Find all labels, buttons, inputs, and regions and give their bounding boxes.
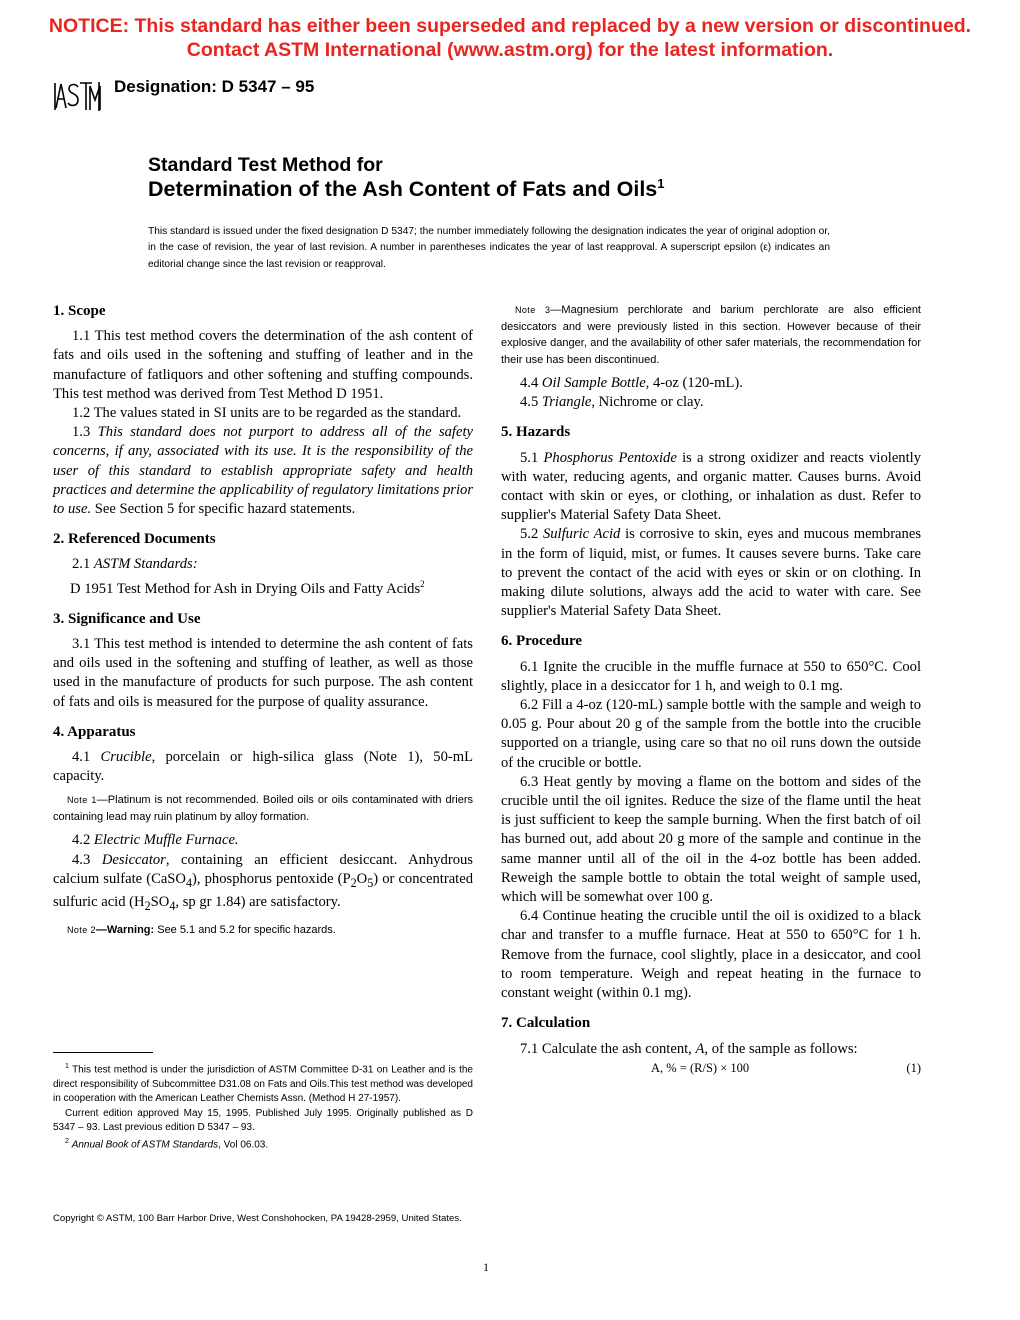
- sub-2: 2: [350, 875, 357, 890]
- para-7-1-var: A: [695, 1040, 705, 1057]
- astm-logo-icon: [52, 78, 102, 114]
- page-number: 1: [483, 1260, 489, 1274]
- para-4-3-b: ), phosphorus pentoxide (P: [192, 870, 351, 887]
- note-1: [53, 792, 473, 825]
- para-1-3-num: 1.3: [72, 424, 91, 441]
- para-1-1: 1.1 This test method covers the determination of the ash content of fats and oils used in the softening and stuffing of leather and in the manufacture of fatliquors and other softening and stuffing compounds. This test method was derived from Test Method D 1951.: [53, 328, 473, 402]
- equation-formula: A, % = (R/S) × 100: [651, 1060, 750, 1075]
- footnotes: [53, 1060, 473, 1153]
- para-4-3-italic: Desiccator: [101, 851, 166, 868]
- para-7-1: [501, 1040, 921, 1059]
- footnote-2-italic: Annual Book of ASTM Standards: [71, 1139, 219, 1151]
- para-2-1-num: 2.1: [72, 556, 91, 573]
- para-4-4-italic: Oil Sample Bottle: [541, 375, 646, 391]
- para-4-3-f: , sp gr 1.84) are satisfactory.: [175, 893, 341, 910]
- para-4-1: [53, 748, 473, 786]
- note-2-text: See 5.1 and 5.2 for specific hazards.: [154, 923, 336, 936]
- para-4-3-e: SO: [150, 893, 170, 910]
- para-4-3-num: 4.3: [72, 851, 91, 868]
- para-4-1-num: 4.1: [72, 748, 91, 765]
- para-5-1: [501, 449, 921, 526]
- footnote-2-rest: , Vol 06.03.: [218, 1139, 269, 1151]
- title-line-1: Standard Test Method for: [148, 154, 383, 176]
- notice-line-1: NOTICE: This standard has either been superseded and replaced by a new version or discontinued.: [48, 15, 972, 37]
- para-3-1: 3.1 This test method is intended to determine the ash content of fats and oils used in the softening and stuffing of leather, as well as those used in the manufacture of products for such purpose. The ash content of fats and oils is measured for the purpose of quality assurance.: [53, 635, 473, 710]
- footnote-2: [53, 1135, 473, 1153]
- para-5-1-num: 5.1: [520, 449, 539, 466]
- para-4-2-italic: Electric Muffle Furnace.: [93, 832, 239, 849]
- para-4-2: [53, 831, 473, 850]
- para-1-2: 1.2 The values stated in SI units are to be regarded as the standard.: [72, 405, 462, 422]
- para-4-1-rest: , porcelain or high-silica glass (Note 1), 50-mL capacity.: [53, 748, 473, 785]
- para-5-2-num: 5.2: [520, 526, 539, 543]
- para-4-5-rest: , Nichrome or clay.: [591, 394, 704, 411]
- para-6-2: 6.2 Fill a 4-oz (120-mL) sample bottle with the sample and weigh to 0.05 g. Pour about 20 g of the sample from the bottle into the crucible supported on a triangle, using care so that no oil runs down the outside of the crucible or bottle.: [501, 697, 921, 771]
- referenced-doc-text: D 1951 Test Method for Ash in Drying Oils and Fatty Acids: [70, 580, 421, 597]
- para-6-3: 6.3 Heat gently by moving a flame on the bottom and sides of the crucible until the oil ignites. Reduce the size of the flame until the heat is just sufficient to keep the sample burning. When the first batch of oil has burned out, add about 20 g more of the sample and continue in the same manner until all of the oil in the 4-oz bottle has been added. Reweigh the sample bottle to obtain the total weight of sample used, which will be somewhat over 100 g.: [501, 773, 921, 906]
- notice-line-2: Contact ASTM International (www.astm.org) for the latest information.: [186, 39, 834, 61]
- para-5-1-rest: is a strong oxidizer and reacts violently with water, reducing agents, and organic matter. Causes burns. Avoid contact with skin or eyes, or clothing, or inhalation as dust. Refer to supplier's Material Safety Data Sheet.: [501, 449, 922, 524]
- sub-3: 5: [367, 875, 374, 890]
- section-3-heading: 3. Significance and Use: [53, 610, 201, 627]
- designation: Designation: D 5347 – 95: [114, 77, 315, 96]
- sub-1: 4: [185, 875, 193, 890]
- para-4-4-rest: , 4-oz (120-mL).: [645, 375, 743, 391]
- footnote-1-mark: 1: [65, 1063, 69, 1070]
- footnote-1b: Current edition approved May 15, 1995. Published July 1995. Originally published as D 5347 – 93. Last previous edition D 5347 – 93.: [53, 1107, 473, 1133]
- sub-4: 2: [144, 898, 151, 913]
- section-5-heading: 5. Hazards: [501, 424, 571, 441]
- para-6-1: 6.1 Ignite the crucible in the muffle furnace at 550 to 650°C. Cool slightly, place in a desiccator for 1 h, and weigh to 0.1 mg.: [501, 658, 921, 694]
- logo-text: ASTM: [52, 78, 55, 79]
- para-5-2: [501, 525, 921, 621]
- note-2-warning: —Warning:: [95, 923, 155, 936]
- para-7-1-a: 7.1 Calculate the ash content,: [520, 1040, 696, 1057]
- title-line-2: [148, 176, 664, 202]
- copyright: Copyright © ASTM, 100 Barr Harbor Drive, West Conshohocken, PA 19428-2959, United States.: [53, 1213, 462, 1224]
- section-4-heading: 4. Apparatus: [53, 723, 136, 740]
- para-4-5-italic: Triangle: [541, 394, 592, 411]
- footnote-1-text: This test method is under the jurisdiction of ASTM Committee D-31 on Leather and is the direct responsibility of Subcommittee D31.08 on Fats and Oils.This test method was developed in cooperation with the American Leather Chemists Assn. (Method H 27-1957).: [53, 1064, 473, 1105]
- note-3-text: —Magnesium perchlorate and barium perchlorate are also efficient desiccators and were previously listed in this section. However because of their explosive danger, and the availability of other safer materials, the recommendation for their use has been discontinued.: [501, 304, 921, 366]
- referenced-doc: [53, 575, 473, 599]
- para-4-4: [501, 374, 921, 393]
- note-2: [53, 922, 473, 939]
- referenced-doc-mark: 2: [420, 578, 425, 589]
- para-4-5: [501, 393, 921, 412]
- section-7-heading: 7. Calculation: [501, 1015, 591, 1032]
- footnote-1: [53, 1060, 473, 1107]
- para-2-1: [53, 555, 473, 574]
- equation-number: (1): [906, 1060, 921, 1075]
- notice-banner: [0, 14, 1020, 62]
- para-6-4: 6.4 Continue heating the crucible until the oil is oxidized to a black char and transfer to a muffle furnace. Heat at 550 to 650°C for 1 h. Remove from the furnace, cool slightly, place in a desiccator, and cool to room temperature. Weigh and repeat heating in the furnace to constant weight (within 0.1 mg).: [501, 908, 921, 1002]
- para-4-2-num: 4.2: [72, 832, 91, 849]
- para-7-1-b: , of the sample as follows:: [704, 1040, 858, 1057]
- title-footnote-mark: 1: [657, 176, 665, 191]
- note-2-label: Note 2: [67, 924, 96, 935]
- para-4-4-num: 4.4: [520, 375, 539, 391]
- para-4-3-c: O: [356, 870, 368, 887]
- para-4-5-num: 4.5: [520, 394, 539, 411]
- footnote-2-mark: 2: [65, 1138, 69, 1146]
- para-4-3: [53, 851, 473, 916]
- para-5-2-rest: is corrosive to skin, eyes and mucous membranes in the form of liquid, mist, or fumes. It causes severe burns. Take care to prevent the contact of the acid with eyes or skin or on clothing. In making dilute solutions, always add the acid to water with care. See supplier's Material Safety Data Sheet.: [501, 526, 921, 620]
- sub-5: 4: [169, 898, 176, 913]
- note-3-label: Note 3: [515, 305, 551, 315]
- issued-statement: This standard is issued under the fixed designation D 5347; the number immediately following the designation indicates the year of original adoption or, in the case of revision, the year of last revision. A number in parentheses indicates the year of last reapproval. A superscript epsilon (ε) indicates an editorial change since the last revision or reapproval.: [148, 226, 830, 270]
- equation-1: [501, 1059, 921, 1079]
- note-1-label: Note 1: [67, 795, 97, 806]
- section-1-heading: 1. Scope: [53, 303, 106, 319]
- note-1-text: —Platinum is not recommended. Boiled oils or oils contaminated with driers containing lead may ruin platinum by alloy formation.: [53, 794, 473, 823]
- left-column: [53, 302, 473, 938]
- para-4-3-d: ) or concentrated sulfuric acid (H: [53, 870, 473, 910]
- title-text: Determination of the Ash Content of Fats and Oils: [148, 177, 658, 202]
- right-column: [501, 302, 921, 1079]
- para-5-1-italic: Phosphorus Pentoxide: [543, 449, 677, 466]
- section-6-heading: 6. Procedure: [501, 633, 583, 650]
- section-2-heading: 2. Referenced Documents: [53, 531, 216, 548]
- para-2-1-italic: ASTM Standards:: [93, 556, 198, 573]
- para-1-3-rest: See Section 5 for specific hazard statements.: [94, 501, 356, 518]
- note-3: [501, 302, 921, 368]
- para-4-3-a: , containing an efficient desiccant. Anhydrous calcium sulfate (CaSO: [53, 851, 473, 887]
- para-1-3: [53, 423, 473, 519]
- para-4-1-italic: Crucible: [100, 748, 152, 765]
- safety-caveat: This standard does not purport to address all of the safety concerns, if any, associated with its use. It is the responsibility of the user of this standard to establish appropriate safety and health practices and determine the applicability of regulatory limitations prior to use.: [53, 424, 473, 518]
- para-5-2-italic: Sulfuric Acid: [542, 526, 621, 543]
- footnote-rule: [53, 1052, 153, 1053]
